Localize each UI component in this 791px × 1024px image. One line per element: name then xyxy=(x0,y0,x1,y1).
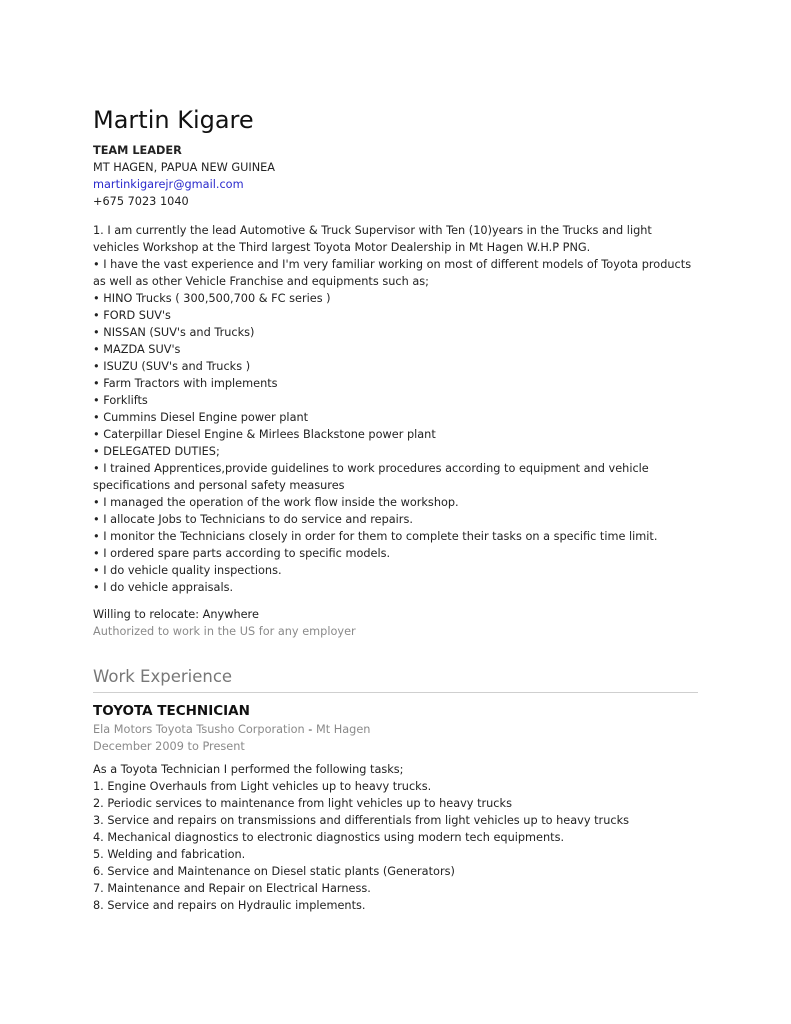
summary-line: • I have the vast experience and I'm very familiar working on most of different models of Toyota products as well as other Vehicle Franchise and equipments such as; xyxy=(93,258,692,288)
section-title-work-experience: Work Experience xyxy=(93,667,233,686)
work-authorization: Authorized to work in the US for any employer xyxy=(93,625,356,638)
summary-line: • DELEGATED DUTIES; xyxy=(93,445,220,458)
summary xyxy=(93,222,693,596)
summary-line: • I do vehicle appraisals. xyxy=(93,581,234,594)
job-dates: December 2009 to Present xyxy=(93,740,245,753)
email-link[interactable]: martinkigarejr@gmail.com xyxy=(93,178,244,191)
summary-line: • I monitor the Technicians closely in order for them to complete their tasks on a specific time limit. xyxy=(93,530,658,543)
job-description-line: 2. Periodic services to maintenance from light vehicles up to heavy trucks xyxy=(93,797,512,810)
resume xyxy=(93,104,693,914)
job-description-line: As a Toyota Technician I performed the following tasks; xyxy=(93,763,404,776)
summary-line: • I trained Apprentices,provide guidelines to work procedures according to equipment and vehicle specifications and personal safety measures xyxy=(93,462,649,492)
summary-line: • I managed the operation of the work flow inside the workshop. xyxy=(93,496,459,509)
job-title: TOYOTA TECHNICIAN xyxy=(93,703,250,719)
location: MT HAGEN, PAPUA NEW GUINEA xyxy=(93,161,276,174)
job-description-line: 3. Service and repairs on transmissions and differentials from light vehicles up to heavy trucks xyxy=(93,814,630,827)
summary-line: • I do vehicle quality inspections. xyxy=(93,564,282,577)
job-entry xyxy=(93,701,693,914)
job-description-line: 8. Service and repairs on Hydraulic implements. xyxy=(93,899,366,912)
job-location: Mt Hagen xyxy=(315,723,371,736)
summary-line: • I allocate Jobs to Technicians to do service and repairs. xyxy=(93,513,413,526)
headline: TEAM LEADER xyxy=(93,144,182,157)
summary-line: 1. I am currently the lead Automotive & Truck Supervisor with Ten (10)years in the Trucks and light vehicles Workshop at the Third largest Toyota Motor Dealership in Mt Hagen W.H.P PNG. xyxy=(93,224,652,254)
job-description-line: 6. Service and Maintenance on Diesel static plants (Generators) xyxy=(93,865,455,878)
summary-line: • NISSAN (SUV's and Trucks) xyxy=(93,326,255,339)
summary-line: • Farm Tractors with implements xyxy=(93,377,278,390)
summary-line: • I ordered spare parts according to specific models. xyxy=(93,547,391,560)
relocation-preference: Willing to relocate: Anywhere xyxy=(93,608,259,621)
section-divider xyxy=(93,692,698,693)
summary-line: • Caterpillar Diesel Engine & Mirlees Blackstone power plant xyxy=(93,428,436,441)
job-company-line xyxy=(93,721,693,738)
summary-line: • Cummins Diesel Engine power plant xyxy=(93,411,309,424)
job-description-line: 1. Engine Overhauls from Light vehicles up to heavy trucks. xyxy=(93,780,432,793)
job-description-line: 4. Mechanical diagnostics to electronic diagnostics using modern tech equipments. xyxy=(93,831,565,844)
summary-line: • Forklifts xyxy=(93,394,148,407)
summary-line: • MAZDA SUV's xyxy=(93,343,181,356)
job-description-line: 5. Welding and fabrication. xyxy=(93,848,246,861)
job-description xyxy=(93,761,693,914)
job-description-line: 7. Maintenance and Repair on Electrical Harness. xyxy=(93,882,371,895)
company-location-separator: - xyxy=(304,723,316,736)
phone: +675 7023 1040 xyxy=(93,195,189,208)
candidate-name: Martin Kigare xyxy=(93,106,254,134)
job-company: Ela Motors Toyota Tsusho Corporation xyxy=(93,723,305,736)
summary-line: • ISUZU (SUV's and Trucks ) xyxy=(93,360,251,373)
summary-line: • HINO Trucks ( 300,500,700 & FC series ) xyxy=(93,292,331,305)
summary-line: • FORD SUV's xyxy=(93,309,171,322)
